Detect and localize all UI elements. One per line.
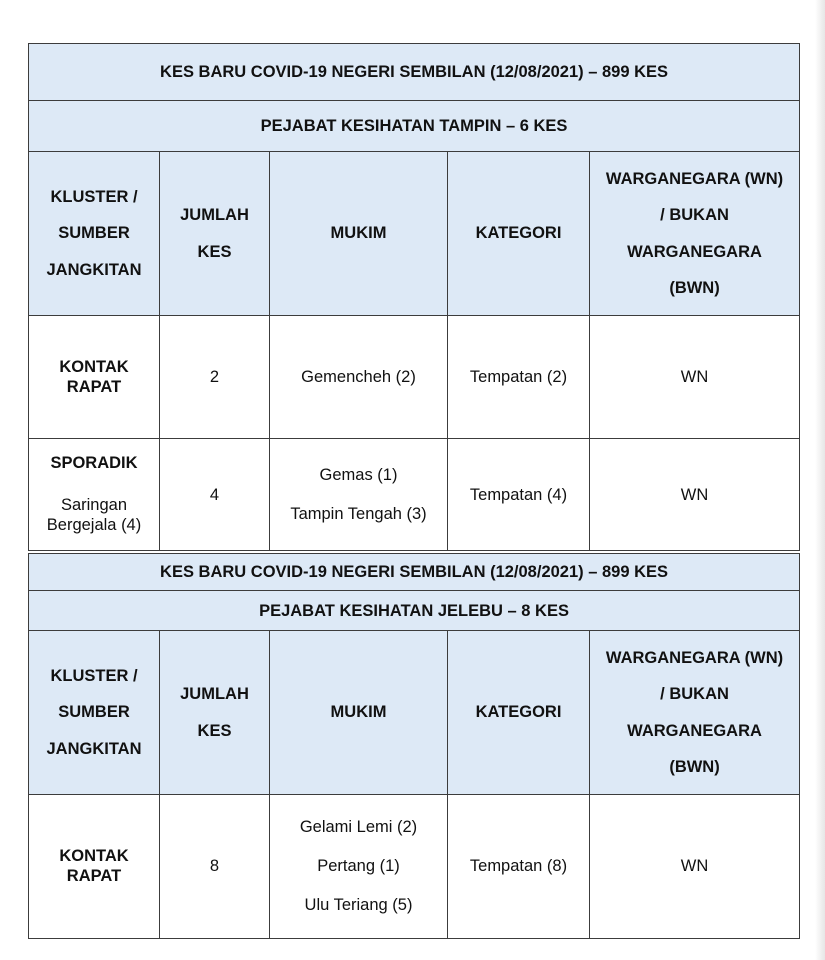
mukim-cell: Gelami Lemi (2) Pertang (1) Ulu Teriang (5) <box>270 794 448 938</box>
mukim-cell: Gemencheh (2) <box>270 315 448 438</box>
header-mukim: MUKIM <box>270 152 448 316</box>
title-row <box>29 44 800 101</box>
count-cell: 4 <box>160 438 270 550</box>
office-title: PEJABAT KESIHATAN TAMPIN – 6 KES <box>29 101 800 152</box>
table-row <box>29 315 800 438</box>
cluster-cell: SPORADIK Saringan Bergejala (4) <box>29 438 160 550</box>
table-row <box>29 794 800 938</box>
citizenship-cell: WN <box>590 315 800 438</box>
header-category: KATEGORI <box>448 631 590 795</box>
office-row <box>29 591 800 631</box>
category-cell: Tempatan (8) <box>448 794 590 938</box>
header-mukim: MUKIM <box>270 631 448 795</box>
count-cell: 2 <box>160 315 270 438</box>
header-count: JUMLAH KES <box>160 631 270 795</box>
cluster-cell: KONTAK RAPAT <box>29 315 160 438</box>
category-cell: Tempatan (4) <box>448 438 590 550</box>
citizenship-cell: WN <box>590 794 800 938</box>
header-cluster: KLUSTER / SUMBER JANGKITAN <box>29 631 160 795</box>
report-title: KES BARU COVID-19 NEGERI SEMBILAN (12/08/2021) – 899 KES <box>29 554 800 591</box>
header-count: JUMLAH KES <box>160 152 270 316</box>
category-cell: Tempatan (2) <box>448 315 590 438</box>
header-citizenship: WARGANEGARA (WN) / BUKAN WARGANEGARA (BWN) <box>590 152 800 316</box>
table-row <box>29 438 800 550</box>
header-citizenship: WARGANEGARA (WN) / BUKAN WARGANEGARA (BWN) <box>590 631 800 795</box>
count-cell: 8 <box>160 794 270 938</box>
office-title: PEJABAT KESIHATAN JELEBU – 8 KES <box>29 591 800 631</box>
header-category: KATEGORI <box>448 152 590 316</box>
tampin-case-table <box>28 43 800 551</box>
header-cluster: KLUSTER / SUMBER JANGKITAN <box>29 152 160 316</box>
header-row <box>29 631 800 795</box>
citizenship-cell: WN <box>590 438 800 550</box>
mukim-cell: Gemas (1) Tampin Tengah (3) <box>270 438 448 550</box>
office-row <box>29 101 800 152</box>
page-edge-shadow <box>815 0 825 960</box>
title-row <box>29 554 800 591</box>
report-title: KES BARU COVID-19 NEGERI SEMBILAN (12/08/2021) – 899 KES <box>29 44 800 101</box>
cluster-cell: KONTAK RAPAT <box>29 794 160 938</box>
jelebu-case-table <box>28 553 800 939</box>
header-row <box>29 152 800 316</box>
